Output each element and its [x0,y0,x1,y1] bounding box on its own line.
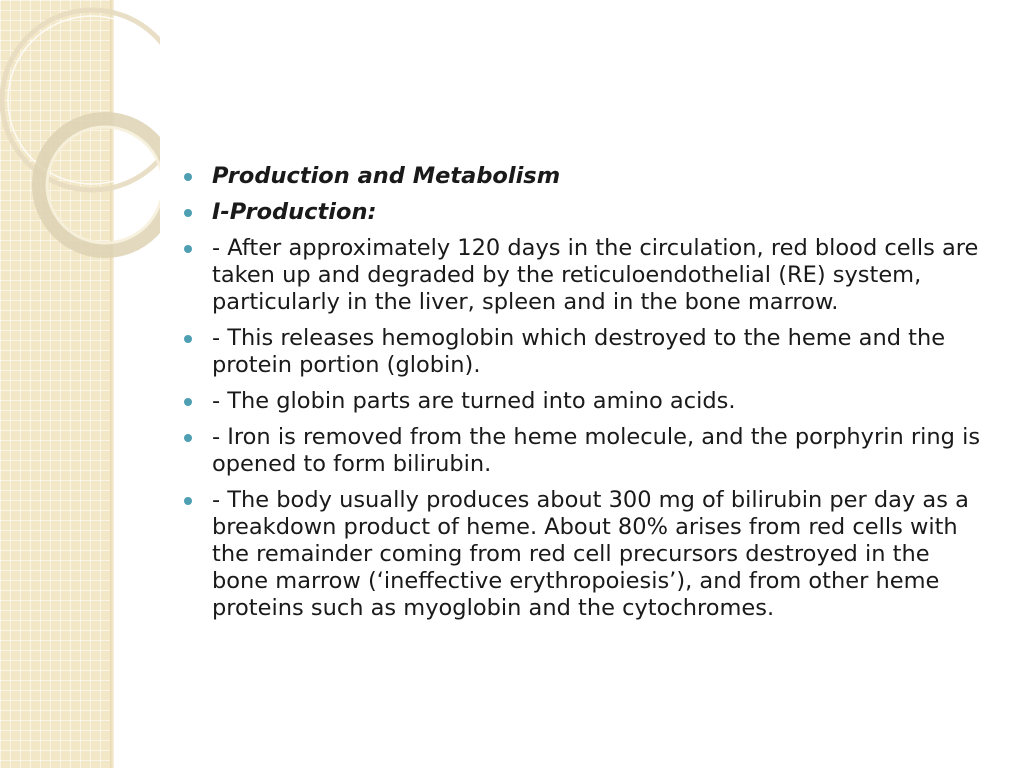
bullet-dot-icon [184,398,192,406]
bullet-item [184,325,984,379]
bullet-list [184,163,984,622]
bullet-item [184,388,984,415]
bullet-text: - The globin parts are turned into amino acids. [212,388,736,414]
bullet-item-heading [184,163,984,190]
bullet-dot-icon [184,434,192,442]
decorative-ring-upper-inner [8,16,160,184]
bullet-text: - The body usually produces about 300 mg of bilirubin per day as a breakdown product of heme. About 80% arises from red cells with the remainder coming from red cell precursors destroyed in the bone marrow (‘ineffective erythropoiesis’), and from other heme proteins such as myoglobin and the cytochromes. [212,487,969,621]
bullet-dot-icon [184,335,192,343]
bullet-text: - After approximately 120 days in the circulation, red blood cells are taken up and degraded by the reticuloendothelial (RE) system, particularly in the liver, spleen and in the bone marrow. [212,235,979,315]
section-title: Production and Metabolism [212,163,561,189]
bullet-dot-icon [184,245,192,253]
bullet-item [184,235,984,316]
decorative-rings [0,0,160,260]
bullet-item [184,487,984,622]
slide-content [184,163,984,631]
bullet-text: - Iron is removed from the heme molecule, and the porphyrin ring is opened to form bilirubin. [212,424,981,477]
bullet-text: - This releases hemoglobin which destroyed to the heme and the protein portion (globin). [212,325,946,378]
decorative-ring-upper [2,10,160,190]
bullet-dot-icon [184,209,192,217]
bullet-dot-icon [184,173,192,181]
bullet-item-subheading [184,199,984,226]
bullet-dot-icon [184,497,192,505]
subsection-title: I-Production: [212,199,377,225]
bullet-item [184,424,984,478]
